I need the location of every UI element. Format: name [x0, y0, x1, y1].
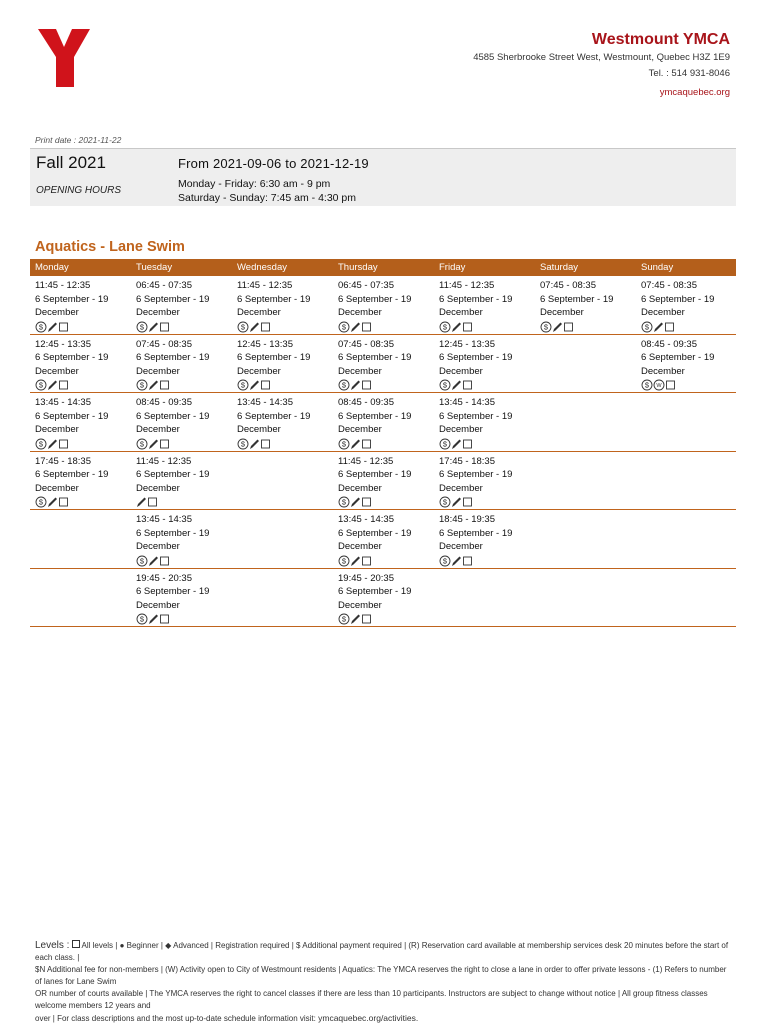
session-dates: 6 September - 19	[237, 352, 311, 363]
session-icons	[237, 379, 333, 393]
opening-hours-label: OPENING HOURS	[36, 185, 122, 196]
day-header-row	[30, 259, 736, 276]
empty-cell	[535, 569, 636, 627]
session-dates: 6 September - 19	[641, 293, 715, 305]
session-dates: 6 September - 19	[237, 410, 311, 422]
dollar-circle-icon	[439, 555, 451, 567]
session-cell[interactable]	[30, 393, 131, 451]
session-dates-end: December	[338, 307, 382, 318]
pencil-icon	[350, 321, 361, 333]
weekday-hours: Monday - Friday: 6:30 am - 9 pm	[178, 178, 331, 190]
session-time: 07:45 - 08:35	[136, 338, 192, 350]
dollar-circle-icon	[237, 438, 249, 450]
dollar-circle-icon	[540, 321, 552, 333]
square-icon	[260, 321, 271, 333]
svg-text:$: $	[240, 322, 246, 332]
session-cell[interactable]	[131, 276, 232, 334]
session-time: 19:45 - 20:35	[338, 572, 394, 584]
square-icon	[72, 940, 80, 948]
session-time: 07:45 - 08:35	[338, 338, 394, 350]
square-icon	[361, 438, 372, 450]
session-time: 13:45 - 14:35	[338, 514, 394, 525]
session-icons	[136, 438, 232, 452]
dollar-circle-icon	[338, 438, 350, 450]
svg-text:$: $	[341, 381, 347, 391]
session-cell[interactable]	[30, 335, 131, 393]
dollar-circle-icon	[35, 438, 47, 450]
svg-text:$: $	[644, 381, 650, 391]
session-dates-end: December	[540, 307, 584, 318]
dollar-circle-icon	[338, 555, 350, 567]
dollar-circle-icon	[338, 379, 350, 391]
season-name: Fall 2021	[36, 153, 106, 172]
square-icon	[260, 379, 271, 391]
square-icon	[665, 379, 676, 391]
dollar-circle-icon	[237, 321, 249, 333]
svg-text:$: $	[139, 615, 145, 625]
ymca-logo	[36, 27, 92, 89]
pencil-icon	[249, 379, 260, 391]
dollar-circle-icon	[35, 321, 47, 333]
session-time: 13:45 - 14:35	[439, 397, 495, 408]
session-cell[interactable]	[232, 393, 333, 451]
dollar-circle-icon	[136, 613, 148, 625]
svg-text:W: W	[656, 383, 662, 390]
session-dates: 6 September - 19	[540, 293, 614, 305]
pencil-icon	[350, 438, 361, 450]
empty-cell	[535, 510, 636, 568]
square-icon	[159, 555, 170, 567]
dollar-circle-icon	[35, 379, 47, 391]
session-icons	[35, 496, 131, 510]
session-time: 12:45 - 13:35	[35, 338, 91, 350]
session-icons	[439, 496, 535, 510]
session-icons	[338, 496, 434, 510]
session-dates-end: December	[136, 599, 180, 611]
dollar-circle-icon	[338, 496, 350, 508]
session-icons	[136, 321, 232, 335]
square-icon	[361, 613, 372, 625]
session-time: 11:45 - 12:35	[237, 280, 293, 291]
session-dates: 6 September - 19	[136, 469, 210, 480]
session-dates-end: December	[338, 482, 382, 494]
pencil-icon	[148, 613, 159, 625]
org-phone: Tel. : 514 931-8046	[648, 68, 730, 79]
square-icon	[462, 321, 473, 333]
session-time: 11:45 - 12:35	[136, 455, 192, 467]
session-time: 17:45 - 18:35	[35, 455, 91, 467]
dollar-circle-icon	[136, 438, 148, 450]
empty-cell	[232, 569, 333, 627]
session-dates: 6 September - 19	[338, 410, 412, 422]
session-icons	[35, 438, 131, 452]
session-dates-end: December	[338, 365, 382, 377]
square-icon	[159, 379, 170, 391]
svg-text:$: $	[341, 322, 347, 332]
svg-text:$: $	[442, 322, 448, 332]
legend-line-3: OR number of courts available | The YMCA reserves the right to cancel classes if there are less than 10 participants. Instructors are subject to change without notice | All group fitness classes welcome members 12 years and	[35, 989, 708, 1010]
square-icon	[361, 321, 372, 333]
square-icon	[664, 321, 675, 333]
pencil-icon	[47, 438, 58, 450]
session-time: 06:45 - 07:35	[136, 280, 192, 291]
weekend-hours: Saturday - Sunday: 7:45 am - 4:30 pm	[178, 192, 357, 204]
session-dates-end: December	[136, 482, 180, 494]
session-dates: 6 September - 19	[338, 293, 412, 305]
session-icons	[136, 496, 232, 510]
svg-text:$: $	[139, 381, 145, 391]
day-header-sunday: Sunday	[641, 262, 674, 273]
square-icon	[361, 496, 372, 508]
pencil-icon	[451, 379, 462, 391]
session-dates: 6 September - 19	[35, 352, 109, 363]
session-cell[interactable]	[131, 452, 232, 510]
session-icons	[439, 438, 535, 452]
session-dates: 6 September - 19	[35, 410, 109, 422]
opening-hours-box	[30, 148, 736, 206]
pencil-icon	[451, 438, 462, 450]
empty-cell	[636, 452, 736, 510]
dollar-circle-icon	[136, 321, 148, 333]
session-icons	[338, 438, 434, 452]
session-time: 07:45 - 08:35	[641, 280, 697, 291]
schedule-row	[30, 393, 736, 452]
day-header-friday: Friday	[439, 262, 466, 273]
session-time: 08:45 - 09:35	[641, 338, 697, 350]
session-icons	[338, 613, 434, 627]
empty-cell	[636, 510, 736, 568]
day-header-monday: Monday	[35, 262, 69, 273]
square-icon	[159, 438, 170, 450]
day-header-tuesday: Tuesday	[136, 262, 173, 273]
session-cell[interactable]	[434, 393, 535, 451]
session-dates-end: December	[641, 365, 685, 377]
pencil-icon	[249, 321, 260, 333]
dollar-circle-icon	[439, 496, 451, 508]
session-icons	[641, 379, 736, 393]
square-icon	[462, 379, 473, 391]
dollar-circle-icon	[338, 321, 350, 333]
session-icons	[136, 555, 232, 569]
square-icon	[58, 438, 69, 450]
pencil-icon	[148, 438, 159, 450]
session-dates-end: December	[136, 424, 180, 435]
session-dates: 6 September - 19	[136, 586, 210, 597]
session-icons	[439, 555, 535, 569]
session-dates: 6 September - 19	[35, 293, 109, 305]
session-icons	[439, 379, 535, 393]
legend	[35, 940, 735, 1024]
session-dates-end: December	[439, 541, 483, 552]
session-time: 08:45 - 09:35	[136, 397, 192, 408]
schedule-row	[30, 569, 736, 628]
legend-label: Levels :	[35, 940, 70, 951]
day-header-thursday: Thursday	[338, 262, 378, 273]
session-dates-end: December	[136, 365, 180, 377]
legend-line-1: All levels | ● Beginner | ◆ Advanced | Registration required | $ Additional payment required | (R) Reservation card available at membership services desk 20 minutes before the start of each class. |	[35, 941, 729, 962]
svg-text:$: $	[139, 556, 145, 566]
print-date: Print date : 2021-11-22	[35, 135, 122, 145]
square-icon	[361, 555, 372, 567]
org-address: 4585 Sherbrooke Street West, Westmount, Quebec H3Z 1E9	[473, 52, 730, 63]
session-dates-end: December	[641, 307, 685, 318]
session-cell[interactable]	[636, 335, 736, 393]
schedule-row	[30, 452, 736, 511]
svg-text:$: $	[38, 498, 44, 508]
dollar-circle-icon	[641, 379, 653, 391]
svg-text:$: $	[240, 381, 246, 391]
dollar-circle-icon	[439, 438, 451, 450]
session-dates: 6 September - 19	[136, 527, 210, 539]
empty-cell	[636, 393, 736, 451]
session-cell[interactable]	[333, 393, 434, 451]
dollar-circle-icon	[136, 379, 148, 391]
dollar-circle-icon	[35, 496, 47, 508]
empty-cell	[636, 569, 736, 627]
pencil-icon	[451, 555, 462, 567]
session-dates: 6 September - 19	[439, 352, 513, 363]
session-time: 06:45 - 07:35	[338, 280, 394, 291]
season-date-range: From 2021-09-06 to 2021-12-19	[178, 156, 369, 171]
empty-cell	[434, 569, 535, 627]
session-cell[interactable]	[232, 335, 333, 393]
legend-line-4: over | For class descriptions and the most up-to-date schedule information visit:	[35, 1014, 316, 1023]
session-dates-end: December	[237, 424, 281, 435]
dollar-circle-icon	[338, 613, 350, 625]
session-time: 13:45 - 14:35	[35, 397, 91, 408]
svg-text:$: $	[240, 439, 246, 449]
dollar-circle-icon	[439, 321, 451, 333]
session-dates: 6 September - 19	[338, 352, 412, 363]
pencil-icon	[451, 496, 462, 508]
schedule-row	[30, 276, 736, 335]
pencil-icon	[350, 379, 361, 391]
session-dates: 6 September - 19	[136, 352, 210, 363]
session-time: 07:45 - 08:35	[540, 280, 596, 291]
pencil-icon	[47, 321, 58, 333]
square-icon	[159, 613, 170, 625]
square-icon	[58, 379, 69, 391]
session-time: 17:45 - 18:35	[439, 455, 495, 467]
dollar-circle-icon	[439, 379, 451, 391]
empty-cell	[232, 452, 333, 510]
pencil-icon	[249, 438, 260, 450]
session-dates: 6 September - 19	[338, 586, 412, 597]
session-cell[interactable]	[434, 335, 535, 393]
session-cell[interactable]	[131, 569, 232, 627]
session-cell[interactable]	[131, 393, 232, 451]
session-cell[interactable]	[333, 569, 434, 627]
pencil-icon	[350, 555, 361, 567]
schedule-row	[30, 335, 736, 394]
schedule-row	[30, 510, 736, 569]
session-time: 08:45 - 09:35	[338, 397, 394, 408]
session-dates-end: December	[35, 424, 79, 435]
session-icons	[540, 321, 636, 335]
session-dates: 6 September - 19	[237, 293, 311, 305]
session-dates: 6 September - 19	[338, 469, 412, 480]
session-icons	[136, 379, 232, 393]
session-time: 11:45 - 12:35	[35, 280, 91, 291]
org-website-link[interactable]: ymcaquebec.org	[659, 87, 730, 98]
square-icon	[58, 496, 69, 508]
pencil-icon	[552, 321, 563, 333]
session-time: 12:45 - 13:35	[439, 338, 495, 350]
session-icons	[136, 613, 232, 627]
session-dates-end: December	[136, 307, 180, 318]
session-time: 11:45 - 12:35	[338, 455, 394, 467]
org-info	[473, 30, 730, 101]
session-dates-end: December	[439, 482, 483, 494]
session-cell[interactable]	[131, 335, 232, 393]
empty-cell	[30, 510, 131, 568]
svg-text:$: $	[341, 556, 347, 566]
pencil-icon	[136, 496, 147, 508]
session-dates: 6 September - 19	[439, 527, 513, 539]
svg-text:$: $	[139, 322, 145, 332]
svg-text:$: $	[442, 498, 448, 508]
session-cell[interactable]	[434, 276, 535, 334]
day-header-saturday: Saturday	[540, 262, 579, 273]
session-dates-end: December	[439, 424, 483, 435]
session-cell[interactable]	[333, 276, 434, 334]
square-icon	[361, 379, 372, 391]
pencil-icon	[148, 555, 159, 567]
session-dates: 6 September - 19	[439, 469, 513, 480]
session-dates-end: December	[35, 365, 79, 377]
square-icon	[260, 438, 271, 450]
session-icons	[338, 379, 434, 393]
svg-text:$: $	[442, 439, 448, 449]
session-icons	[338, 555, 434, 569]
session-cell[interactable]	[636, 276, 736, 334]
session-icons	[439, 321, 535, 335]
session-dates: 6 September - 19	[35, 469, 109, 480]
legend-website-link[interactable]: ymcaquebec.org/activities.	[318, 1013, 419, 1023]
square-icon	[462, 555, 473, 567]
pencil-icon	[350, 613, 361, 625]
session-icons	[641, 321, 736, 335]
empty-cell	[535, 335, 636, 393]
schedule-grid	[30, 276, 736, 627]
session-dates-end: December	[237, 307, 281, 318]
empty-cell	[232, 510, 333, 568]
session-dates: 6 September - 19	[439, 410, 513, 422]
session-dates: 6 September - 19	[641, 352, 715, 363]
pencil-icon	[451, 321, 462, 333]
session-cell[interactable]	[131, 510, 232, 568]
session-cell[interactable]	[232, 276, 333, 334]
session-dates: 6 September - 19	[439, 293, 513, 305]
dollar-circle-icon	[237, 379, 249, 391]
square-icon	[462, 496, 473, 508]
session-dates-end: December	[35, 482, 79, 494]
svg-text:$: $	[38, 439, 44, 449]
square-icon	[159, 321, 170, 333]
session-icons	[35, 379, 131, 393]
session-time: 13:45 - 14:35	[136, 514, 192, 525]
session-cell[interactable]	[434, 452, 535, 510]
session-dates: 6 September - 19	[136, 293, 210, 305]
svg-text:$: $	[341, 615, 347, 625]
session-cell[interactable]	[535, 276, 636, 334]
session-cell[interactable]	[30, 276, 131, 334]
square-icon	[58, 321, 69, 333]
svg-text:$: $	[442, 556, 448, 566]
session-icons	[338, 321, 434, 335]
session-time: 18:45 - 19:35	[439, 514, 495, 525]
session-cell[interactable]	[333, 510, 434, 568]
session-time: 19:45 - 20:35	[136, 572, 192, 584]
session-icons	[35, 321, 131, 335]
session-dates: 6 September - 19	[338, 527, 412, 539]
svg-text:$: $	[341, 439, 347, 449]
session-dates: 6 September - 19	[136, 410, 210, 422]
svg-text:$: $	[38, 322, 44, 332]
pencil-icon	[47, 379, 58, 391]
svg-text:$: $	[139, 439, 145, 449]
session-time: 12:45 - 13:35	[237, 338, 293, 350]
svg-text:$: $	[442, 381, 448, 391]
pencil-icon	[148, 379, 159, 391]
svg-text:$: $	[341, 498, 347, 508]
session-dates-end: December	[338, 541, 382, 552]
westmount-resident-icon	[653, 379, 665, 391]
session-time: 13:45 - 14:35	[237, 397, 293, 408]
square-icon	[147, 496, 158, 508]
empty-cell	[30, 569, 131, 627]
session-cell[interactable]	[30, 452, 131, 510]
section-title: Aquatics - Lane Swim	[35, 239, 185, 255]
square-icon	[563, 321, 574, 333]
session-icons	[237, 438, 333, 452]
legend-line-2: $N Additional fee for non-members | (W) Activity open to City of Westmount residents | Aquatics: The YMCA reserves the right to close a lane in order to offer private lessons - (1) Refers to number of lanes for Lane Swim	[35, 965, 727, 986]
svg-text:$: $	[38, 381, 44, 391]
session-cell[interactable]	[434, 510, 535, 568]
session-cell[interactable]	[333, 452, 434, 510]
empty-cell	[535, 393, 636, 451]
session-cell[interactable]	[333, 335, 434, 393]
pencil-icon	[350, 496, 361, 508]
session-dates-end: December	[439, 307, 483, 318]
empty-cell	[535, 452, 636, 510]
pencil-icon	[148, 321, 159, 333]
org-name: Westmount YMCA	[591, 31, 730, 48]
dollar-circle-icon	[136, 555, 148, 567]
session-dates-end: December	[338, 424, 382, 435]
session-dates-end: December	[439, 365, 483, 377]
session-dates-end: December	[237, 365, 281, 377]
session-icons	[237, 321, 333, 335]
square-icon	[462, 438, 473, 450]
svg-text:$: $	[543, 322, 549, 332]
svg-text:$: $	[644, 322, 650, 332]
session-time: 11:45 - 12:35	[439, 280, 495, 291]
day-header-wednesday: Wednesday	[237, 262, 287, 273]
session-dates-end: December	[136, 541, 180, 552]
pencil-icon	[47, 496, 58, 508]
dollar-circle-icon	[641, 321, 653, 333]
session-dates-end: December	[35, 307, 79, 318]
pencil-icon	[653, 321, 664, 333]
session-dates-end: December	[338, 599, 382, 611]
